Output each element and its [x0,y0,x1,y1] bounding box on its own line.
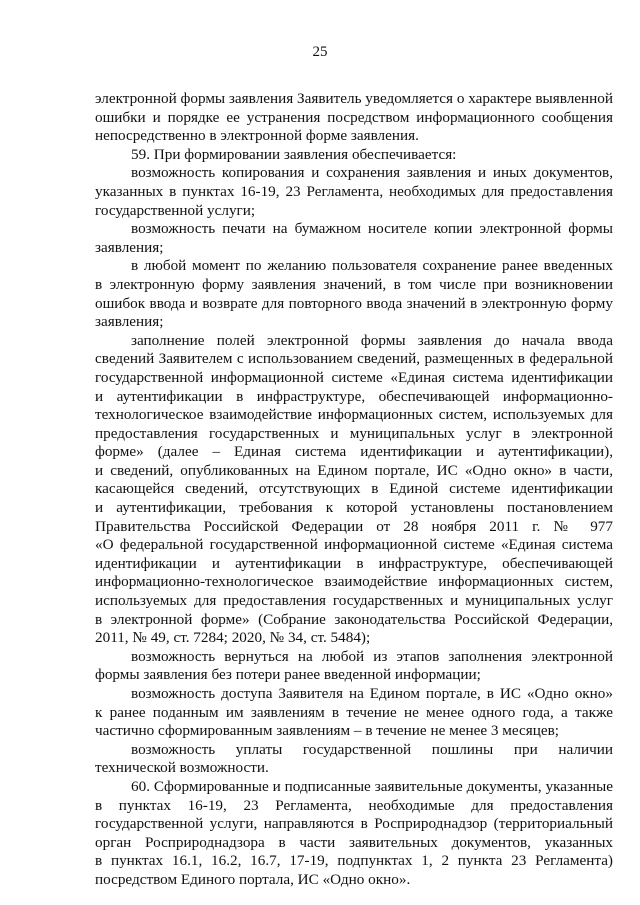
text-line: в пунктах 16.1, 16.2, 16.7, 17-19, подпунктах 1, 2 пункта 23 Регламента) [95,852,613,870]
text-line: указанных в пунктах 16-19, 23 Регламента, необходимых для предоставления [95,182,613,200]
text-line: посредством Единого портала, ИС «Одно окно». [95,870,411,888]
text-line: возможность уплаты государственной пошлины при наличии [131,740,613,758]
paragraph [95,220,613,257]
text-line: 60. Сформированные и подписанные заявительные документы, указанные [131,777,613,795]
text-line: государственной услуги; [95,201,256,219]
paragraph [95,648,613,685]
paragraph [95,90,613,146]
text-line: 2011, № 49, ст. 7284; 2020, № 34, ст. 5484); [95,629,371,647]
text-line: в электронной форме» (Собрание законодательства Российской Федерации, [95,610,613,628]
text-line: технологическое взаимодействие информационных систем, используемых для [95,406,613,424]
text-line: и аутентификации в инфраструктуре, обеспечивающей информационно- [95,387,613,405]
text-line: орган Росприроднадзора в части заявительных документов, указанных [95,833,613,851]
text-line: предоставления государственных и муниципальных услуг в электронной [95,424,613,442]
paragraph [95,164,613,220]
text-line: и сведений, опубликованных на Едином портале, ИС «Одно окно» в части, [95,461,613,479]
text-line: сведений Заявителем с использованием сведений, размещенных в федеральной [95,350,613,368]
text-line: заявления; [95,313,164,331]
text-line: непосредственно в электронной форме заявления. [95,127,419,145]
text-line: возможность печати на бумажном носителе копии электронной формы [131,220,613,238]
text-line: государственной услуги, направляются в Росприроднадзор (территориальный [95,815,613,833]
text-line: технической возможности. [95,759,269,777]
text-line: возможность копирования и сохранения заявления и иных документов, [131,164,613,182]
text-line: возможность доступа Заявителя на Едином портале, в ИС «Одно окно» [131,685,613,702]
paragraph [95,332,613,648]
text-line: формы заявления без потери ранее введенной информации; [95,666,481,684]
paragraph [95,146,613,165]
text-line: в электронную форму заявления значений, в том числе при возникновении [95,275,613,293]
text-line: 59. При формировании заявления обеспечивается: [131,145,457,163]
text-line: государственной информационной системе «Единая система идентификации [95,368,613,386]
page-number: 25 [312,44,328,60]
text-line: заявления; [95,238,164,256]
paragraph [95,257,613,331]
text-line: в любой момент по желанию пользователя сохранение ранее введенных [131,257,613,275]
text-line: и аутентификации, требования к которой установлены постановлением [95,499,613,517]
text-line: форме» (далее – Единая система идентификации и аутентификации), [95,443,613,461]
text-line: электронной формы заявления Заявитель уведомляется о характере выявленной [95,90,613,107]
text-line: Правительства Российской Федерации от 28 ноября 2011 г. № 977 [95,517,613,535]
text-line: возможность вернуться на любой из этапов заполнения электронной [131,647,613,665]
text-line: используемых для предоставления государственных и муниципальных услуг [95,592,613,610]
text-line: касающейся сведений, отсутствующих в Единой системе идентификации [95,480,613,498]
text-line: ошибки и порядке ее устранения посредством информационного сообщения [95,108,613,126]
text-line: «О федеральной государственной информационной системе «Единая система [95,536,613,554]
paragraph [95,741,613,778]
text-line: частично сформированным заявлениям – в течение не менее 3 месяцев; [95,722,559,740]
text-line: информационно-технологическое взаимодействие информационных систем, [95,573,613,591]
text-line: ошибок ввода и возврате для повторного ввода значений в электронную форму [95,294,613,312]
paragraph [95,685,613,741]
text-line: заполнение полей электронной формы заявления до начала ввода [131,331,613,349]
paragraph [95,778,613,890]
text-line: идентификации и аутентификации в инфраструктуре, обеспечивающей [95,554,613,572]
document-body [95,90,613,890]
text-line: в пунктах 16-19, 23 Регламента, необходимые для предоставления [95,796,613,814]
text-line: к ранее поданным им заявлениям в течение не менее одного года, а также [95,703,613,721]
